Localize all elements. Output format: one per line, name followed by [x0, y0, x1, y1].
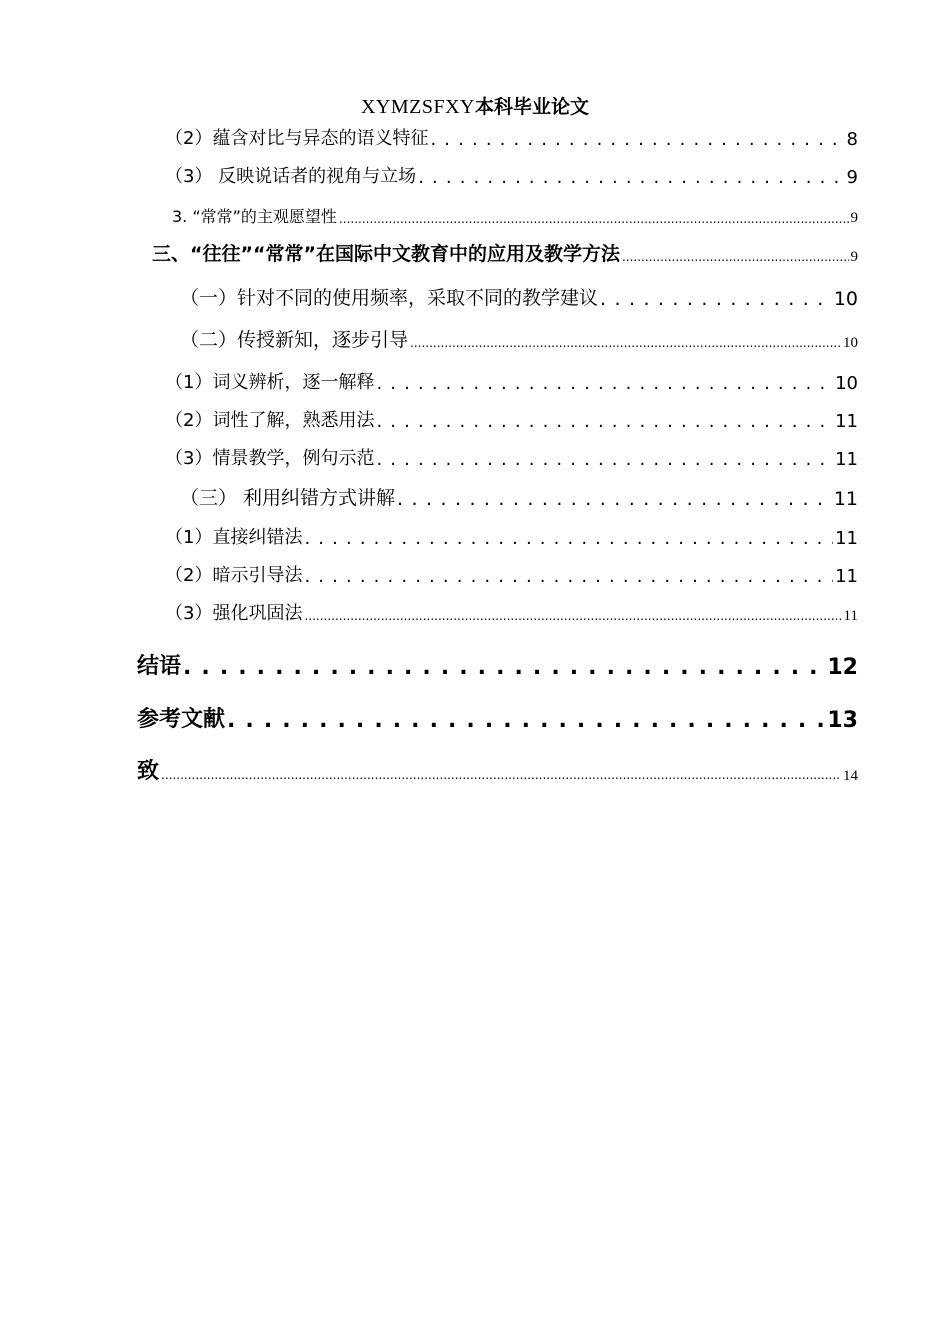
toc-entry-label: （一）针对不同的使用频率，采取不同的教学建议: [180, 287, 599, 309]
toc-entry-page: 10: [835, 373, 858, 394]
toc-entry-label: （1）直接纠错法: [165, 527, 303, 548]
toc-entry-label: 参考文献: [137, 707, 226, 732]
toc-entry[interactable]: [165, 402, 858, 432]
toc-entry-label: 致: [137, 759, 160, 784]
toc-entry[interactable]: [137, 751, 858, 785]
toc-leader: [304, 528, 833, 549]
toc-entry-label: （1）词义辨析，逐一解释: [165, 372, 375, 393]
toc-leader: [600, 288, 832, 310]
toc-entry[interactable]: [180, 280, 858, 310]
toc-leader: [183, 655, 825, 680]
toc-leader: [622, 244, 849, 266]
toc-leader: [304, 604, 841, 625]
toc-entry[interactable]: [165, 158, 858, 188]
toc-entry-page: 11: [835, 566, 858, 587]
toc-leader: [376, 373, 833, 394]
toc-entry-page: 13: [827, 708, 858, 733]
toc-leader: [397, 488, 832, 510]
toc-entry-page: 11: [843, 608, 858, 624]
toc-entry-label: （3） 反映说话者的视角与立场: [165, 166, 417, 187]
toc-leader: [376, 449, 833, 470]
toc-leader: [410, 330, 841, 352]
toc-leader: [304, 566, 833, 587]
toc-entry[interactable]: [165, 519, 858, 549]
toc-entry[interactable]: [137, 646, 858, 680]
toc-entry-label: （2）暗示引导法: [165, 565, 303, 586]
toc-leader: [430, 129, 844, 150]
toc-entry-page: 10: [833, 288, 858, 310]
header-title: 本科毕业论文: [475, 96, 590, 118]
toc-entry[interactable]: [137, 699, 858, 733]
header-code: XYMZSFXY: [360, 96, 475, 118]
toc-leader: [418, 167, 844, 188]
toc-entry-label: 三、“往往”“常常”在国际中文教育中的应用及教学方法: [152, 243, 620, 265]
toc-entry-label: 3. “常常”的主观愿望性: [172, 207, 337, 226]
toc-leader: [227, 708, 825, 733]
toc-entry-label: （3）强化巩固法: [165, 603, 303, 624]
toc-entry-page: 9: [850, 210, 858, 226]
toc-entry-page: 12: [827, 655, 858, 680]
toc-entry-label: （2）蕴含对比与异态的语义特征: [165, 128, 429, 149]
toc-entry-page: 9: [846, 167, 858, 188]
toc-leader: [376, 411, 833, 432]
toc-entry[interactable]: [165, 120, 858, 150]
toc-entry[interactable]: [180, 322, 858, 352]
toc-entry-label: （2）词性了解，熟悉用法: [165, 410, 375, 431]
toc-entry[interactable]: [172, 197, 858, 227]
toc-entry-label: 结语: [137, 654, 182, 679]
toc-entry-page: 14: [843, 768, 858, 784]
toc-entry-label: （二）传授新知，逐步引导: [180, 329, 409, 351]
toc-entry-label: （三） 利用纠错方式讲解: [180, 487, 396, 509]
toc-entry[interactable]: [165, 557, 858, 587]
toc-entry[interactable]: [180, 480, 858, 510]
toc-entry-page: 8: [846, 129, 858, 150]
toc-entry[interactable]: [152, 236, 858, 266]
toc-entry-page: 9: [850, 249, 858, 265]
toc-leader: [161, 760, 841, 785]
toc-entry[interactable]: [165, 364, 858, 394]
toc-entry-page: 11: [835, 411, 858, 432]
toc-entry-page: 11: [835, 449, 858, 470]
toc-entry[interactable]: [165, 595, 858, 625]
toc-entry-page: 11: [835, 528, 858, 549]
toc-entry-page: 10: [843, 335, 858, 351]
toc-entry-label: （3）情景教学，例句示范: [165, 448, 375, 469]
toc-leader: [339, 208, 849, 227]
toc-entry-page: 11: [833, 488, 858, 510]
toc-entry[interactable]: [165, 440, 858, 470]
